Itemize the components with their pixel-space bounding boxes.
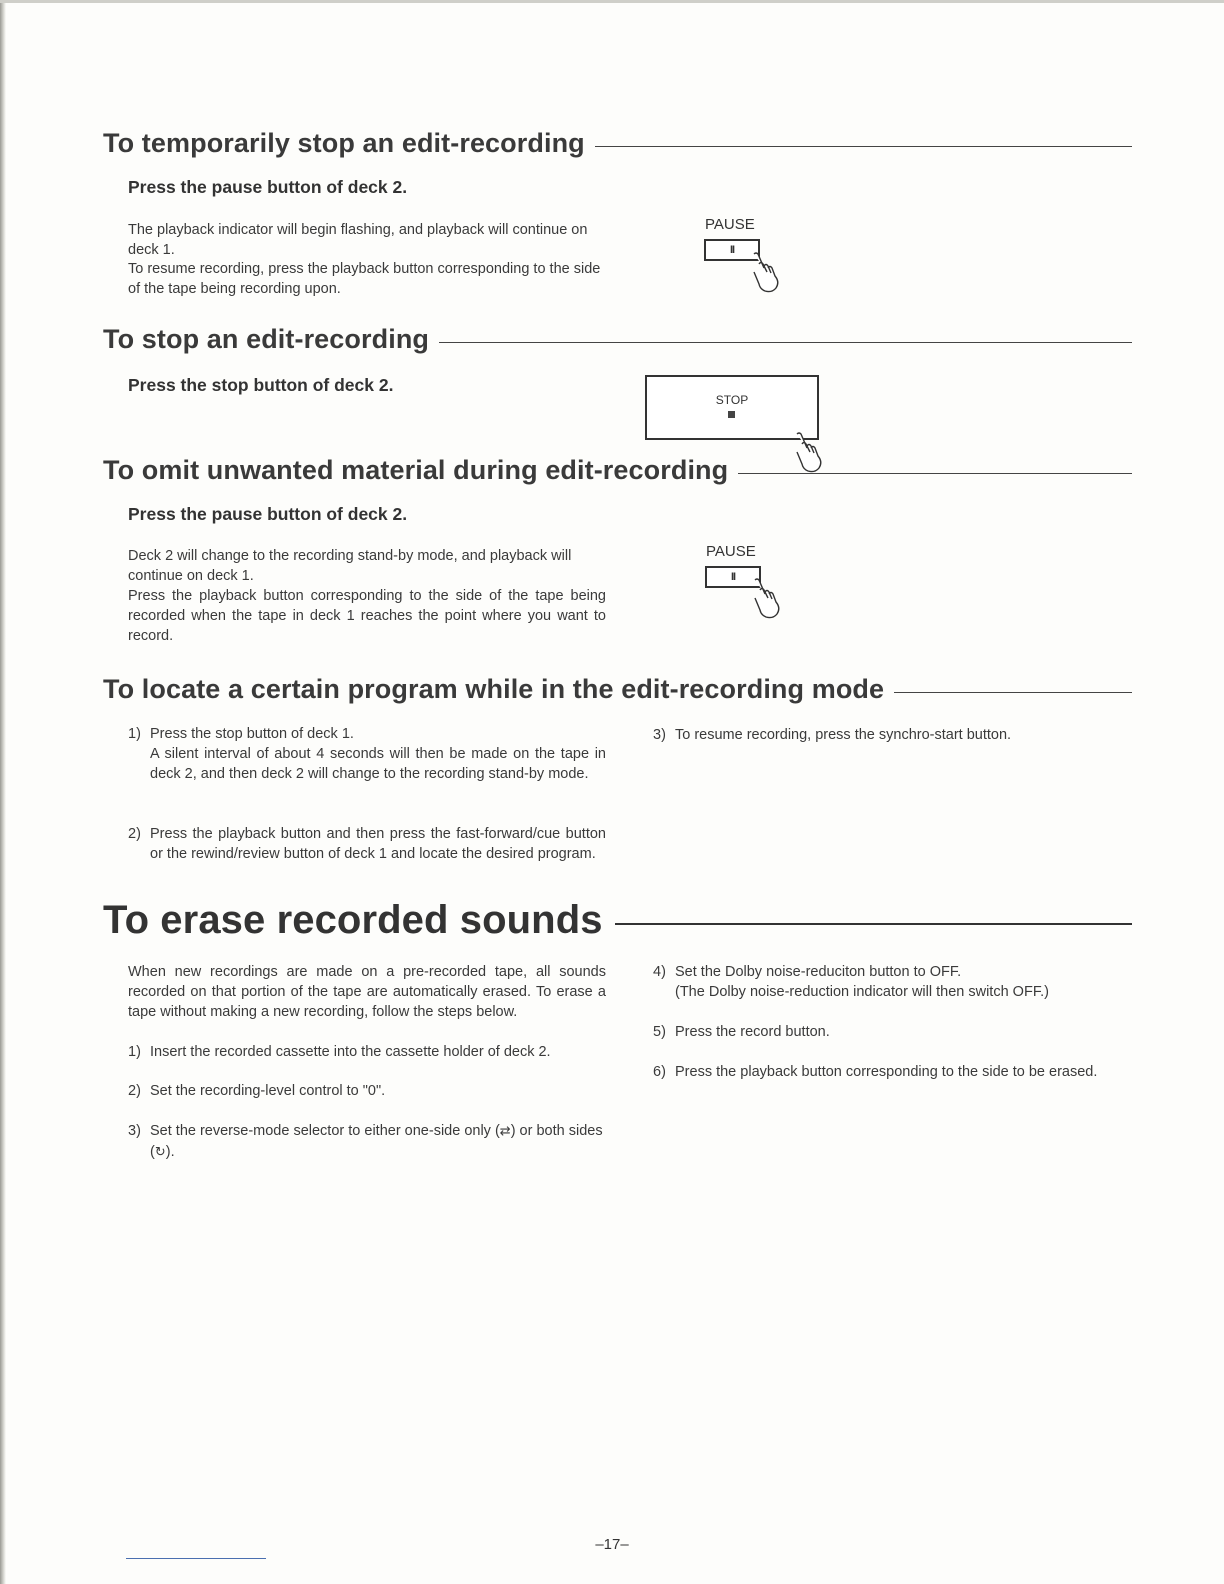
paragraph-indicator-flashing: The playback indicator will begin flashing, and playback will continue on deck 1. [128, 222, 588, 258]
step-detail: (The Dolby noise-reduction indicator will then switch OFF.) [675, 984, 1049, 1000]
one-side-mode-icon: ⇄ [499, 1124, 511, 1139]
step-number: 5) [653, 1024, 666, 1040]
paragraph-erase-intro: When new recordings are made on a pre-recorded tape, all sounds recorded on that portion of the tape are automatically erased. To erase a tape without making a new recording, follow the steps below. [128, 964, 606, 1020]
heading-text: To locate a certain program while in the edit-recording mode [103, 674, 885, 704]
pointing-hand-icon [749, 578, 785, 620]
step-number: 1) [128, 1044, 141, 1060]
erase-step-2 [128, 1081, 606, 1101]
step-text: Set the Dolby noise-reduciton button to OFF. [675, 964, 962, 980]
locate-step-1 [128, 724, 606, 784]
instruction-pause-deck2: Press the pause button of deck 2. [128, 504, 408, 524]
stop-button-panel [645, 375, 819, 440]
heading-stop-edit-recording [103, 324, 1132, 355]
heading-text: To temporarily stop an edit-recording [103, 128, 585, 158]
erase-step-3 [128, 1121, 606, 1163]
erase-step-4 [653, 962, 1133, 1002]
erase-step-5 [653, 1022, 1133, 1042]
locate-step-3 [653, 725, 1133, 745]
paragraph-resume-recording: To resume recording, press the playback button corresponding to the side of the tape being recording upon. [128, 261, 601, 297]
step-text-part: ). [165, 1144, 175, 1160]
erase-step-1 [128, 1042, 606, 1062]
step-text: Insert the recorded cassette into the cassette holder of deck 2. [150, 1044, 551, 1060]
step-text: Press the record button. [675, 1024, 830, 1040]
pause-symbol: II [730, 571, 736, 583]
instruction-pause-deck2: Press the pause button of deck 2. [128, 177, 408, 197]
step-text: Press the playback button corresponding to the side to be erased. [675, 1064, 1098, 1080]
erase-step-6 [653, 1062, 1133, 1082]
stop-button-label: STOP [715, 393, 749, 407]
step-number: 3) [653, 727, 666, 743]
step-number: 2) [128, 1083, 141, 1099]
both-sides-mode-icon: ↻ [154, 1145, 166, 1160]
heading-rule [615, 923, 1132, 925]
step-number: 3) [128, 1123, 141, 1139]
stop-square-icon [728, 411, 735, 418]
page-top-edge [0, 0, 1224, 3]
page-number: –17– [595, 1536, 629, 1553]
step-text: To resume recording, press the synchro-start button. [675, 727, 1012, 743]
step-number: 1) [128, 726, 141, 742]
step-text-part: ) or both sides ( [150, 1123, 603, 1160]
heading-rule [439, 342, 1132, 343]
step-detail: A silent interval of about 4 seconds will then be made on the tape in deck 2, and then deck 2 will change to the recording stand-by mode. [150, 746, 606, 782]
paragraph-press-playback: Press the playback button corresponding to the side of the tape being recorded when the tape in deck 1 reaches the point where you want to record. [128, 588, 606, 644]
footer-rule [126, 1558, 266, 1559]
heading-text: To stop an edit-recording [103, 324, 429, 354]
locate-step-2 [128, 824, 606, 864]
heading-locate-program [103, 674, 1132, 705]
pointing-hand-icon [748, 252, 784, 294]
heading-omit-unwanted-material [103, 455, 1132, 486]
heading-rule [595, 146, 1132, 147]
pause-symbol: II [729, 244, 735, 256]
heading-text: To erase recorded sounds [103, 898, 603, 942]
step-number: 6) [653, 1064, 666, 1080]
heading-text: To omit unwanted material during edit-recording [103, 455, 729, 485]
heading-temporarily-stop [103, 128, 1132, 159]
step-text-part: Set the reverse-mode selector to either one-side only ( [150, 1123, 500, 1139]
page-binding-edge [0, 0, 6, 1584]
heading-rule [738, 473, 1132, 474]
step-text: Set the recording-level control to "0". [150, 1083, 386, 1099]
pause-button-label: PAUSE [706, 543, 756, 560]
instruction-stop-deck2: Press the stop button of deck 2. [128, 375, 394, 395]
heading-erase-recorded-sounds [103, 898, 1132, 943]
pause-button-label: PAUSE [705, 216, 755, 233]
step-text: Press the stop button of deck 1. [150, 726, 354, 742]
step-text: Press the playback button and then press the fast-forward/cue button or the rewind/review button of deck 1 and locate the desired program. [150, 826, 606, 862]
heading-rule [894, 692, 1132, 693]
step-number: 2) [128, 826, 141, 842]
paragraph-standby-mode: Deck 2 will change to the recording stand-by mode, and playback will continue on deck 1. [128, 548, 572, 584]
step-text [150, 1121, 606, 1163]
step-number: 4) [653, 964, 666, 980]
